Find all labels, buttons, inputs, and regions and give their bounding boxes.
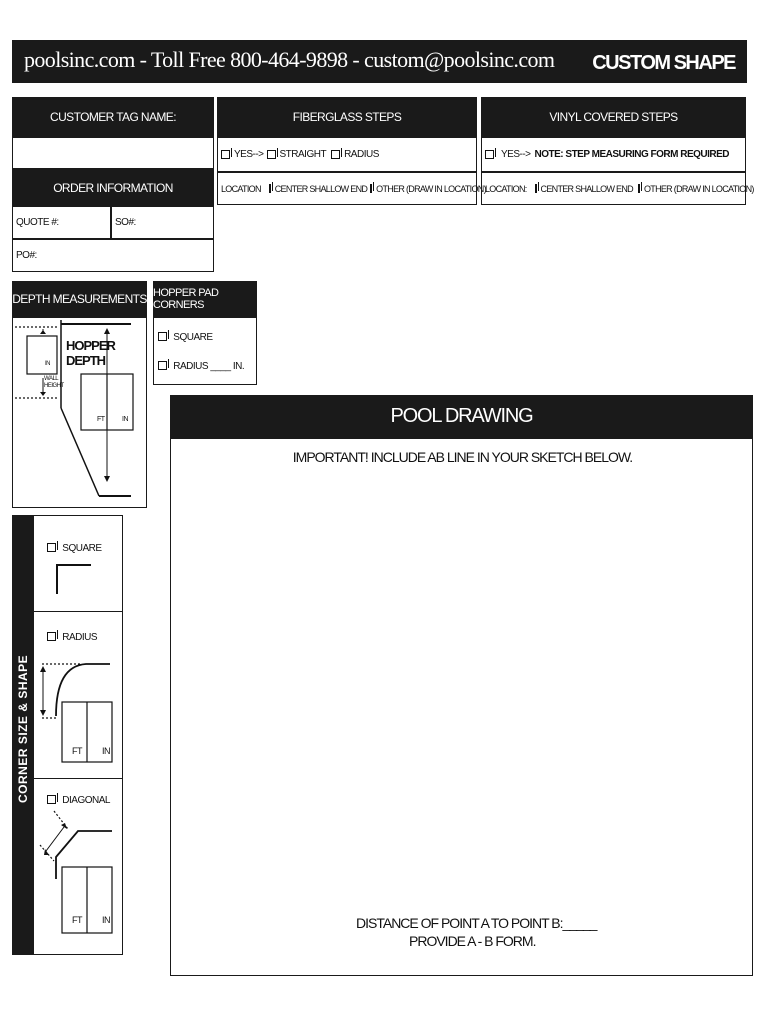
corner-diagonal-label: DIAGONAL [62, 795, 110, 806]
hopper-square-option [158, 332, 213, 343]
vinyl-location-row [481, 172, 754, 205]
pool-drawing-provide: PROVIDE A - B FORM. [409, 933, 536, 949]
depth-in-label: IN [45, 361, 50, 367]
pool-drawing-distance: DISTANCE OF POINT A TO POINT B:_____ [356, 915, 597, 931]
vinyl-location-label: LOCATION: [485, 183, 527, 194]
vinyl-yes-label: YES--> [501, 149, 531, 160]
fiberglass-header: FIBERGLASS STEPS [217, 97, 477, 137]
fiberglass-center-checkbox[interactable] [269, 184, 271, 193]
depth-depth-label: DEPTH [66, 353, 106, 368]
fiberglass-straight-label: STRAIGHT [279, 149, 327, 160]
corner-square-checkbox[interactable] [47, 543, 56, 552]
depth-in2-label: IN [122, 416, 128, 423]
corner-radius-label: RADIUS [62, 632, 98, 643]
form-title: CUSTOM SHAPE [592, 52, 735, 74]
fiberglass-straight-checkbox[interactable] [267, 150, 276, 159]
vinyl-note: NOTE: STEP MEASURING FORM REQUIRED [534, 149, 730, 160]
customer-tag-field[interactable] [12, 137, 214, 169]
hopper-pad-header: HOPPER PAD CORNERS [153, 281, 257, 317]
fiberglass-options-row [217, 137, 477, 172]
fiberglass-other-label: OTHER (DRAW IN LOCATION) [376, 183, 486, 194]
hopper-radius-label: RADIUS ____ IN. [173, 361, 245, 372]
contact-line: poolsinc.com - Toll Free 800-464-9898 - custom@poolsinc.com [24, 47, 555, 72]
corner-radius-in-label: IN [102, 746, 110, 756]
corner-square-option [47, 543, 102, 554]
vinyl-center-checkbox[interactable] [535, 184, 537, 193]
corner-square-label: SQUARE [62, 543, 102, 554]
corner-diagonal-ft-label: FT [72, 915, 82, 925]
vinyl-yes-checkbox[interactable] [485, 150, 494, 159]
vinyl-center-label: CENTER SHALLOW END [540, 183, 633, 194]
fiberglass-yes-checkbox[interactable] [221, 150, 230, 159]
vinyl-options-row [481, 137, 746, 172]
corner-diagonal-graphic [34, 779, 122, 954]
corner-diagonal-panel [33, 778, 123, 955]
corner-side-bar [12, 515, 34, 955]
pool-drawing-important: IMPORTANT! INCLUDE AB LINE IN YOUR SKETCH BELOW. [292, 449, 633, 465]
fiberglass-location-row [217, 172, 486, 205]
fiberglass-other-checkbox[interactable] [370, 184, 372, 193]
vinyl-other-checkbox[interactable] [638, 184, 640, 193]
depth-hopper-label: HOPPER [66, 338, 115, 353]
corner-square-panel [33, 515, 123, 612]
po-field[interactable]: PO#: [12, 239, 214, 272]
pool-drawing-canvas[interactable] [170, 438, 753, 976]
quote-field[interactable]: QUOTE #: [12, 206, 111, 239]
fiberglass-yes-label: YES--> [234, 149, 264, 160]
fiberglass-location-label: LOCATION [221, 183, 261, 194]
hopper-radius-option [158, 361, 244, 372]
depth-header: DEPTH MEASUREMENTS [12, 281, 147, 317]
order-info-header: ORDER INFORMATION [12, 169, 214, 206]
fiberglass-radius-label: RADIUS [344, 149, 379, 160]
hopper-square-checkbox[interactable] [158, 332, 167, 341]
fiberglass-radius-checkbox[interactable] [331, 150, 340, 159]
vinyl-header: VINYL COVERED STEPS [481, 97, 746, 137]
hopper-square-label: SQUARE [173, 332, 213, 343]
header-bar [12, 40, 747, 83]
corner-radius-panel [33, 611, 123, 779]
depth-wall-height-label: WALL HEIGHT [44, 376, 64, 389]
hopper-pad-options [153, 317, 257, 385]
fiberglass-center-label: CENTER SHALLOW END [274, 183, 368, 194]
corner-side-label: CORNER SIZE & SHAPE [16, 654, 30, 803]
pool-drawing-header: POOL DRAWING [170, 395, 753, 438]
depth-ft-label: FT [97, 416, 105, 423]
customer-tag-header: CUSTOMER TAG NAME: [12, 97, 214, 137]
so-field[interactable]: SO#: [111, 206, 214, 239]
depth-diagram [12, 317, 147, 508]
corner-radius-ft-label: FT [72, 746, 82, 756]
vinyl-other-label: OTHER (DRAW IN LOCATION) [643, 183, 754, 194]
corner-diagonal-in-label: IN [102, 915, 110, 925]
hopper-radius-checkbox[interactable] [158, 361, 167, 370]
